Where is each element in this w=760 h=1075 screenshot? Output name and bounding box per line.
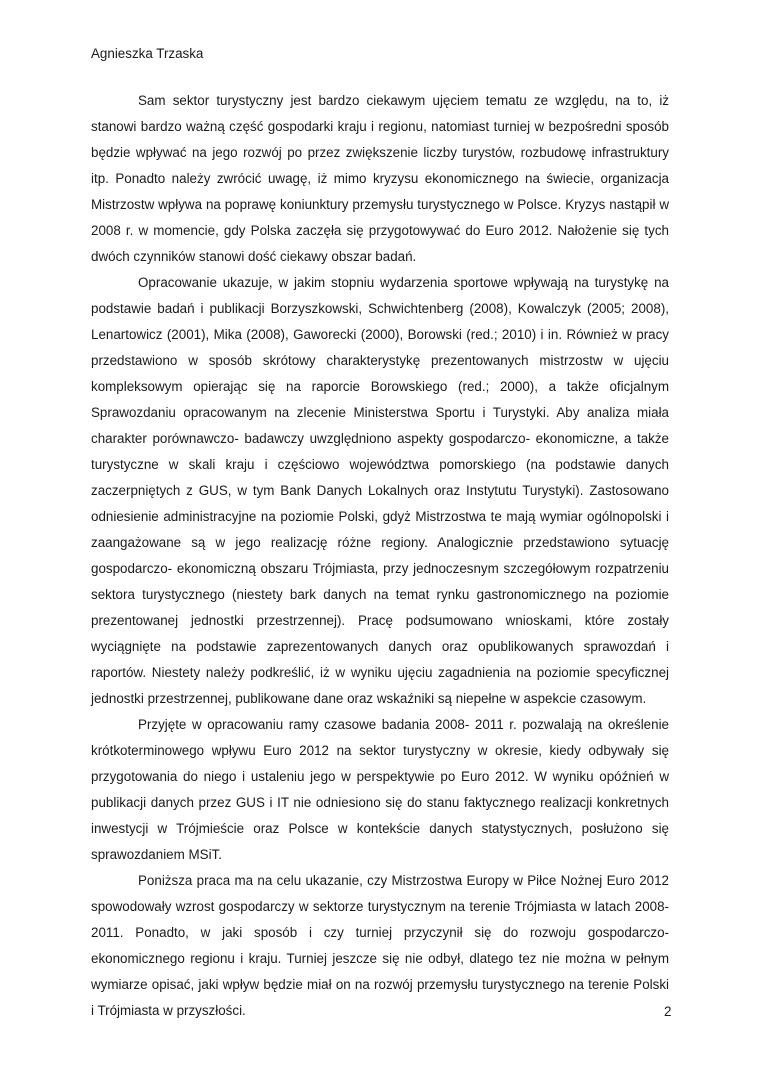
body-text [91,88,672,1024]
page-number: 2 [664,1004,672,1019]
header-author: Agnieszka Trzaska [91,46,204,61]
paragraph-3: Przyjęte w opracowaniu ramy czasowe badania 2008- 2011 r. pozwalają na określenie krótkoterminowego wpływu Euro 2012 na sektor turystyczny w okresie, kiedy odbywały się przygotowania do niego i ustaleniu jego w perspektywie po Euro 2012. W wyniku opóźnień w publikacji danych przez GUS i IT nie odniesiono się do stanu faktycznego realizacji konkretnych inwestycji w Trójmieście oraz Polsce w kontekście danych statystycznych, posłużono się sprawozdaniem MSiT. [91,717,669,862]
paragraph-4: Poniższa praca ma na celu ukazanie, czy Mistrzostwa Europy w Piłce Nożnej Euro 2012 spowodowały wzrost gospodarczy w sektorze turystycznym na terenie Trójmiasta w latach 2008-2011. Ponadto, w jaki sposób i czy turniej przyczynił się do rozwoju gospodarczo- ekonomicznego regionu i kraju. Turniej jeszcze się nie odbył, dlatego tez nie można w pełnym wymiarze opisać, jaki wpływ będzie miał on na rozwój przemysłu turystycznego na terenie Polski i Trójmiasta w przyszłości. [91,873,669,1018]
paragraph-2: Opracowanie ukazuje, w jakim stopniu wydarzenia sportowe wpływają na turystykę na podstawie badań i publikacji Borzyszkowski, Schwichtenberg (2008), Kowalczyk (2005; 2008), Lenartowicz (2001), Mika (2008), Gaworecki (2000), Borowski (red.; 2010) i in. Również w pracy przedstawiono w sposób skrótowy charakterystykę prezentowanych mistrzostw w ujęciu kompleksowym opierając się na raporcie Borowskiego (red.; 2000), a także oficjalnym Sprawozdaniu opracowanym na zlecenie Ministerstwa Sportu i Turystyki. Aby analiza miała charakter porównawczo- badawczy uwzględniono aspekty gospodarczo- ekonomiczne, a także turystyczne w skali kraju i częściowo województwa pomorskiego (na podstawie danych zaczerpniętych z GUS, w tym Bank Danych Lokalnych oraz Instytutu Turystyki). Zastosowano odniesienie administracyjne na poziomie Polski, gdyż Mistrzostwa te mają wymiar ogólnopolski i zaangażowane są w jego realizację różne regiony. Analogicznie przedstawiono sytuację gospodarczo- ekonomiczną obszaru Trójmiasta, przy jednoczesnym szczegółowym rozpatrzeniu sektora turystycznego (niestety bark danych na temat rynku gastronomicznego na poziomie prezentowanej jednostki przestrzennej). Pracę podsumowano wnioskami, które zostały wyciągnięte na podstawie zaprezentowanych danych oraz opublikowanych sprawozdań i raportów. Niestety należy podkreślić, iż w wyniku ujęciu zagadnienia na poziomie specyficznej jednostki przestrzennej, publikowane dane oraz wskaźniki są niepełne w aspekcie czasowym. [91,275,669,706]
paragraph-1: Sam sektor turystyczny jest bardzo ciekawym ujęciem tematu ze względu, na to, iż stanowi bardzo ważną część gospodarki kraju i regionu, natomiast turniej w bezpośredni sposób będzie wpływać na jego rozwój po przez zwiększenie liczby turystów, rozbudowę infrastruktury itp. Ponadto należy zwrócić uwagę, iż mimo kryzysu ekonomicznego na świecie, organizacja Mistrzostw wpływa na poprawę koniunktury przemysłu turystycznego w Polsce. Kryzys nastąpił w 2008 r. w momencie, gdy Polska zaczęła się przygotowywać do Euro 2012. Nałożenie się tych dwóch czynników stanowi dość ciekawy obszar badań. [91,93,669,264]
